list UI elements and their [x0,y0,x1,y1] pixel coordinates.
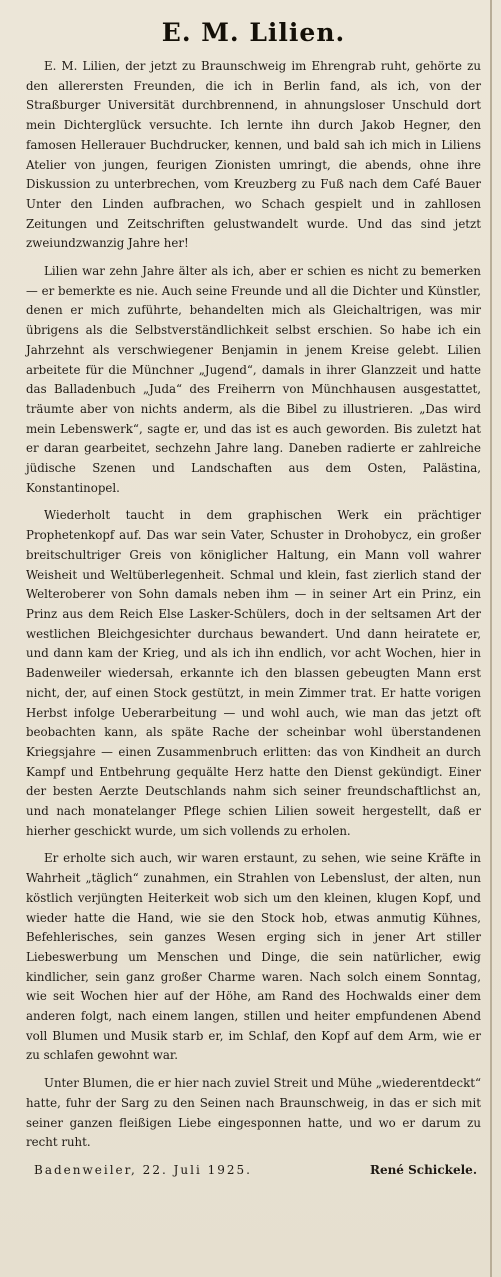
paragraph-3: Wiederholt taucht in dem graphischen Werk ein prächtiger Prophetenkopf auf. Das war sein Vater, Schuster in Drohobycz, ein großer breitschultriger Greis von königlicher Haltung, ein Mann voll wahrer Weisheit und Weltüberlegenheit. Schmal und klein, fast zierlich stand der Welteroberer von Sohn damals neben ihm — in seiner Art ein Prinz, ein Prinz aus dem Reich Else Lasker-Schülers, doch in der seltsamen Art der westlichen Bleichgesichter durchaus bewandert. Und dann heiratete er, und dann kam der Krieg, und als ich ihn endlich, vor acht Wochen, hier in Badenweiler wiedersah, erkannte ich den blassen gebeugten Mann erst nicht, der, auf einen Stock gestützt, in mein Zimmer trat. Er hatte vorigen Herbst infolge Ueberarbeitung — und wohl auch, wie man das jetzt oft beobachten kann, als späte Rache der scheinbar wohl überstandenen Kriegsjahre — einen Zusammenbruch erlitten: das von Kindheit an durch Kampf und Entbehrung gequälte Herz hatte den Dienst gekündigt. Einer der besten Aerzte Deutschlands nahm sich seiner freundschaftlichst an, und nach monatelanger Pflege schien Lilien soweit hergestellt, daß er hierher geschickt wurde, um sich vollends zu erholen. [26,508,481,838]
paragraph-2: Lilien war zehn Jahre älter als ich, aber er schien es nicht zu bemerken — er bemerkte es nie. Auch seine Freunde und all die Dichter und Künstler, denen er mich zuführte, behandelten mich als Gleichaltrigen, was mir übrigens als die Selbstverständlichkeit selbst erschien. So habe ich ein Jahrzehnt als verschwiegener Benjamin in jenem Kreise gelebt. Lilien arbeitete für die Münchner „Jugend“, damals in ihrer Glanzzeit und hatte das Balladenbuch „Juda“ des Freiherrn von Münchhausen ausgestattet, träumte aber von nichts anderm, als die Bibel zu illustrieren. „Das wird mein Lebenswerk“, sagte er, und das ist es auch geworden. Bis zuletzt hat er daran gearbeitet, sechzehn Jahre lang. Daneben radierte er zahlreiche jüdische Szenen und Landschaften aus dem Osten, Palästina, Konstantinopel. [26,264,481,495]
paragraph-1: E. M. Lilien, der jetzt zu Braunschweig im Ehrengrab ruht, gehörte zu den allerersten Freunden, die ich in Berlin fand, als ich, von der Straßburger Universität durchbrennend, in ahnungsloser Unschuld dort mein Dichterglück versuchte. Ich lernte ihn durch Jakob Hegner, den famosen Hellerauer Buchdrucker, kennen, und bald sah ich mich in Liliens Atelier von jungen, feurigen Zionisten umringt, die abends, ohne ihre Diskussion zu unterbrechen, vom Kreuzberg zu Fuß nach dem Café Bauer Unter den Linden aufbrachen, wo Schach gespielt und in zahllosen Zeitungen und Zeitschriften gelustwandelt wurde. Und das sind jetzt zweiundzwanzig Jahre her! [26,59,481,251]
signature-line [26,1161,481,1180]
place-date: Badenweiler, 22. Juli 1925. [34,1162,252,1177]
paragraph-5: Unter Blumen, die er hier nach zuviel Streit und Mühe „wiederentdeckt“ hatte, fuhr der Sarg zu den Seinen nach Braunschweig, in das er sich mit seiner ganzen fleißigen Liebe eingesponnen hatte, und wo er darum zu recht ruht. [26,1076,481,1150]
paragraph-4: Er erholte sich auch, wir waren erstaunt, zu sehen, wie seine Kräfte in Wahrheit „täglich“ zunahmen, ein Strahlen von Lebenslust, der alten, nun köstlich verjüngten Heiterkeit wob sich um den kleinen, klugen Kopf, und wieder hatte die Hand, wie sie den Stock hob, etwas anmutig Kühnes, Befehlerisches, sein ganzes Wesen erging sich in jener Art stiller Liebeswerbung um Menschen und Dinge, die sein natürlicher, ewig kindlicher, sein ganz großer Charme waren. Nach solch einem Sonntag, wie seit Wochen hier auf der Höhe, am Rand des Hochwalds einer dem anderen folgt, nach einem langen, stillen und heiter empfundenen Abend voll Blumen und Musik starb er, im Schlaf, den Kopf auf dem Arm, wie er zu schlafen gewohnt war. [26,851,481,1063]
author-name: René Schickele. [369,1162,477,1177]
article-title: E. M. Lilien. [161,18,346,47]
